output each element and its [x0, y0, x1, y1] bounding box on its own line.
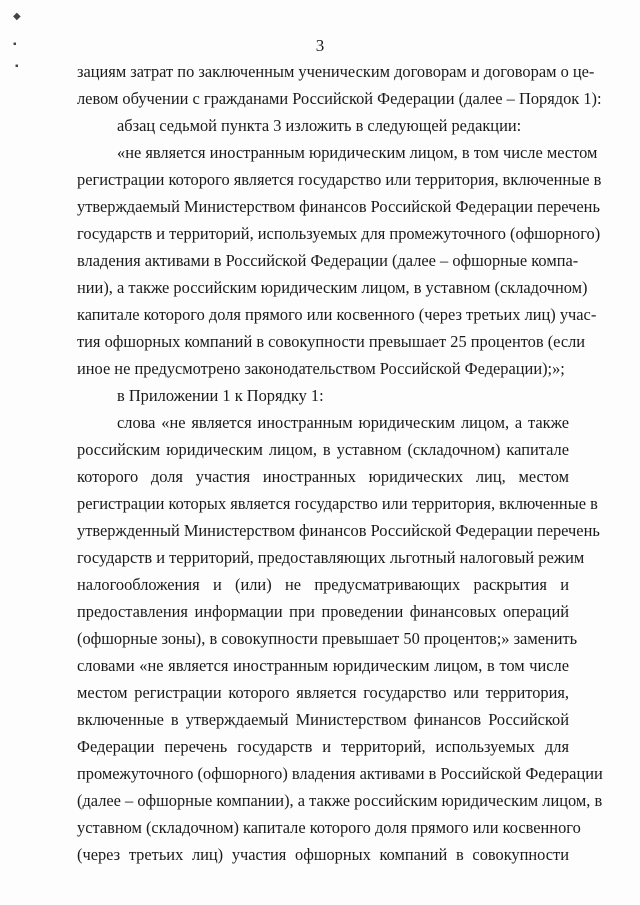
- text-line: промежуточного (офшорного) владения активами в Российской Федерации: [77, 764, 603, 783]
- text-line: государств и территорий, используемых для промежуточного (офшорного): [77, 224, 601, 243]
- text-line: утверждаемый Министерством финансов Российской Федерации перечень: [77, 197, 600, 216]
- text-line: словами «не является иностранным юридическим лицом, в том числе: [77, 656, 569, 675]
- text-line: «не является иностранным юридическим лицом, в том числе местом: [117, 143, 598, 162]
- text-line: (через третьих лиц) участия офшорных компаний в совокупности: [77, 845, 569, 864]
- scan-artifact-mark: ◆: [13, 11, 21, 22]
- text-line: левом обучении с гражданами Российской Федерации (далее – Порядок 1):: [77, 89, 602, 108]
- text-line: (далее – офшорные компании), а также российским юридическим лицом, в: [77, 791, 603, 810]
- text-line: нии), а также российским юридическим лицом, в уставном (складочном): [77, 278, 588, 297]
- page-number: 3: [315, 36, 325, 55]
- text-line: налогообложения и (или) не предусматривающих раскрытия и: [77, 575, 569, 594]
- text-line: иное не предусмотрено законодательством Российской Федерации);»;: [77, 359, 565, 378]
- text-line: в Приложении 1 к Порядку 1:: [117, 386, 324, 405]
- text-line: российским юридическим лицом, в уставном (складочном) капитале: [77, 440, 569, 459]
- text-line: владения активами в Российской Федерации (далее – офшорные компа-: [77, 251, 579, 270]
- text-line: абзац седьмой пункта 3 изложить в следующей редакции:: [117, 116, 522, 135]
- text-line: включенные в утверждаемый Министерством финансов Российской: [77, 710, 569, 729]
- text-line: уставном (складочном) капитале которого доля прямого или косвенного: [77, 818, 581, 837]
- text-line: зациям затрат по заключенным ученическим договорам и договорам о це-: [77, 62, 595, 81]
- text-line: тия офшорных компаний в совокупности превышает 25 процентов (если: [77, 332, 586, 351]
- text-line: регистрации которых является государство или территория, включенные в: [77, 494, 598, 513]
- scan-artifact-mark: ▪: [15, 61, 19, 72]
- text-line: государств и территорий, предоставляющих льготный налоговый режим: [77, 548, 585, 567]
- text-line: местом регистрации которого является государство или территория,: [77, 683, 569, 702]
- scan-artifact-mark: ▪: [13, 39, 17, 50]
- text-line: (офшорные зоны), в совокупности превышает 50 процентов;» заменить: [77, 629, 578, 648]
- text-line: предоставления информации при проведении финансовых операций: [77, 602, 569, 621]
- text-line: утвержденный Министерством финансов Российской Федерации перечень: [77, 521, 600, 540]
- text-line: слова «не является иностранным юридическим лицом, а также: [117, 413, 569, 432]
- text-line: Федерации перечень государств и территорий, используемых для: [77, 737, 569, 756]
- text-line: капитале которого доля прямого или косвенного (через третьих лиц) учас-: [77, 305, 597, 324]
- text-line: регистрации которого является государство или территория, включенные в: [77, 170, 602, 189]
- text-line: которого доля участия иностранных юридических лиц, местом: [77, 467, 569, 486]
